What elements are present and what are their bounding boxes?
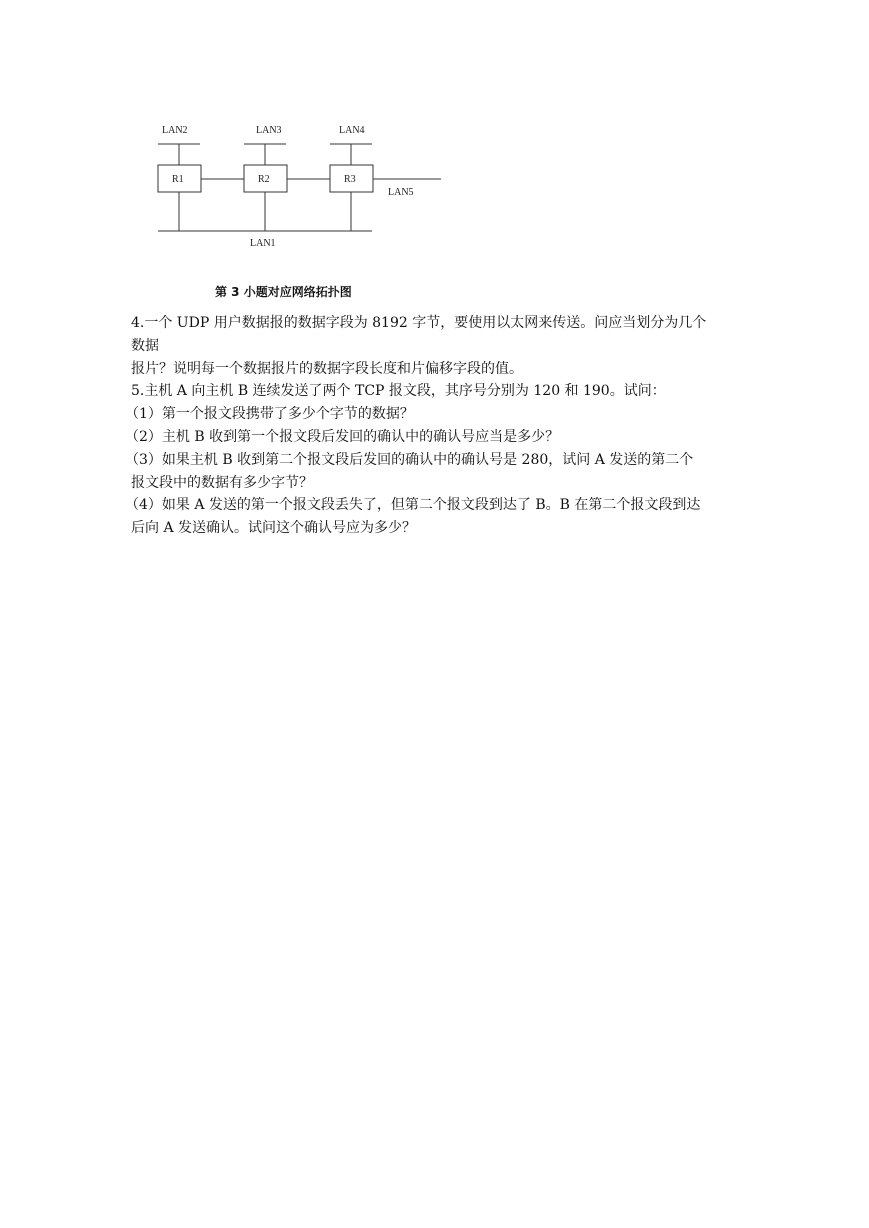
q4-line-2: 数据 bbox=[131, 337, 159, 354]
lan2-label: LAN2 bbox=[162, 125, 188, 136]
lan4-label: LAN4 bbox=[339, 125, 365, 136]
q5-intro: 5.主机 A 向主机 B 连续发送了两个 TCP 报文段，其序号分别为 120 和 190。试问： bbox=[131, 383, 666, 400]
router-r1-label: R1 bbox=[172, 174, 184, 185]
figure-caption: 第 3 小题对应网络拓扑图 bbox=[215, 285, 352, 299]
q5-sub-1: （1）第一个报文段携带了多少个字节的数据？ bbox=[125, 406, 414, 423]
q4-line-3: 报片？说明每一个数据报片的数据字段长度和片偏移字段的值。 bbox=[131, 360, 523, 377]
lan1-label: LAN1 bbox=[250, 238, 276, 249]
q5-sub-4-line-2: 后向 A 发送确认。试问这个确认号应为多少？ bbox=[131, 520, 417, 537]
q5-sub-4-line-1: （4）如果 A 发送的第一个报文段丢失了，但第二个报文段到达了 B。B 在第二个报文段到达 bbox=[125, 497, 701, 514]
lan3-label: LAN3 bbox=[256, 125, 282, 136]
q4-line-1: 4.一个 UDP 用户数据报的数据字段为 8192 字节，要使用以太网来传送。问应当划分为几个 bbox=[131, 315, 707, 331]
router-r2-label: R2 bbox=[258, 174, 270, 185]
router-r3-label: R3 bbox=[344, 174, 356, 185]
lan5-label: LAN5 bbox=[388, 187, 414, 198]
network-topology-diagram bbox=[150, 116, 450, 256]
q5-sub-3-line-1: （3）如果主机 B 收到第二个报文段后发回的确认中的确认号是 280，试问 A 发送的第二个 bbox=[125, 451, 694, 468]
network-topology-svg bbox=[150, 116, 450, 256]
q5-sub-2: （2）主机 B 收到第一个报文段后发回的确认中的确认号应当是多少？ bbox=[125, 428, 560, 445]
question-text bbox=[125, 312, 743, 540]
q5-sub-3-line-2: 报文段中的数据有多少字节？ bbox=[131, 474, 313, 491]
